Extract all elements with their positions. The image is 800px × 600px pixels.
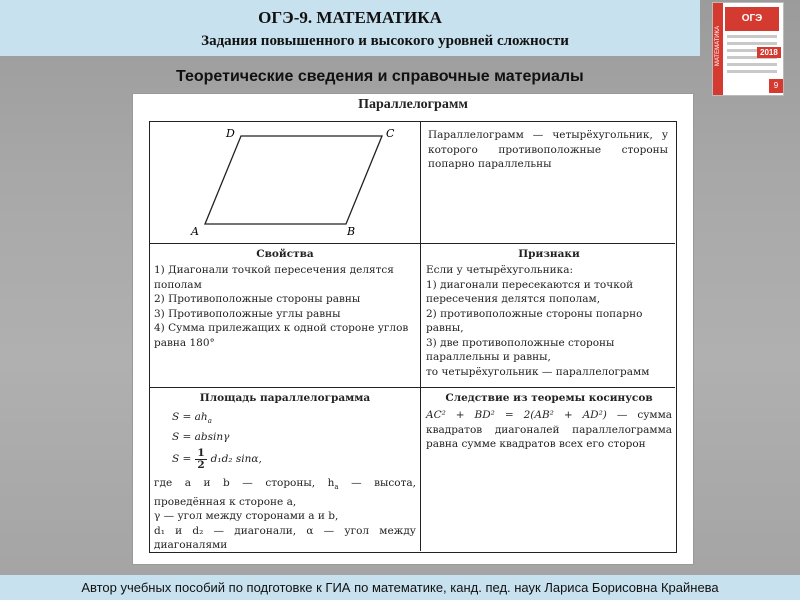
vertex-b-label: B	[347, 225, 356, 238]
definition-text: Параллелограмм — четырёхугольник, у которого противоположные стороны попарно параллельны	[428, 129, 668, 170]
book-logo: ОГЭ	[725, 7, 779, 31]
area-formula-1-sub: a	[207, 417, 212, 426]
criteria-item: 3) две противоположные стороны параллельны и равны,	[426, 336, 615, 363]
area-formula-3-rest: d₁d₂ sinα,	[210, 453, 262, 466]
area-note-line: d₁ и d₂ — диагонали, α — угол между диагоналями	[154, 524, 416, 552]
area-note-sub: a	[334, 483, 339, 492]
book-spine	[713, 3, 723, 95]
slide-footer	[0, 575, 800, 600]
fraction-denominator: 2	[197, 459, 205, 471]
table-divider-vertical	[420, 122, 421, 551]
section-title: Теоретические сведения и справочные материалы	[176, 68, 584, 85]
parallelogram-shape	[205, 136, 382, 224]
properties-list	[154, 263, 416, 350]
properties-title: Свойства	[256, 248, 314, 260]
area-formula-3-prefix: S =	[172, 453, 192, 466]
property-item: 2) Противоположные стороны равны	[154, 293, 361, 305]
table-divider-1	[150, 243, 675, 244]
area-formula-2: S = absinγ	[172, 431, 230, 443]
area-note	[154, 476, 416, 553]
property-item: 1) Диагонали точкой пересечения делятся пополам	[154, 264, 394, 291]
book-cover-image	[712, 2, 784, 96]
corollary-text: — сумма квадратов диагоналей параллелограмма равна сумме квадратов всех его сторон	[426, 409, 673, 450]
corollary-title: Следствие из теоремы косинусов	[445, 392, 653, 404]
book-grade: 9	[769, 79, 783, 93]
criteria-item: 1) диагонали пересекаются и точкой пересечения делятся пополам,	[426, 278, 634, 305]
reference-table	[149, 121, 677, 553]
table-divider-2	[150, 387, 675, 388]
vertex-d-label: D	[226, 127, 235, 140]
property-item: 3) Противоположные углы равны	[154, 307, 341, 320]
area-note-line: γ — угол между сторонами a и b,	[154, 510, 339, 523]
criteria-intro: Если у четырёхугольника:	[426, 264, 573, 276]
criteria-item: 2) противоположные стороны попарно равны,	[426, 307, 643, 334]
property-item: 4) Сумма прилежащих к одной стороне углов равна 180°	[154, 322, 409, 349]
card-title: Параллелограмм	[358, 97, 468, 112]
area-note-part: где a и b — стороны, h	[154, 477, 335, 489]
criteria-title: Признаки	[518, 248, 580, 260]
vertex-a-label: A	[191, 225, 199, 238]
corollary-body	[426, 408, 672, 452]
area-formula-1-text: S = ah	[172, 411, 208, 423]
fraction-one-half	[195, 448, 206, 471]
book-year: 2018	[757, 47, 781, 58]
vertex-c-label: C	[386, 127, 395, 140]
area-formula-3	[172, 448, 412, 471]
criteria-conclusion: то четырёхугольник — параллелограмм	[426, 365, 650, 378]
area-note-part: — высота, проведённая к стороне a,	[154, 477, 416, 508]
corollary-formula: AC² + BD² = 2(AB² + AD²)	[426, 409, 607, 421]
header-subtitle: Задания повышенного и высокого уровней сложности	[201, 33, 569, 49]
footer-author: Автор учебных пособий по подготовке к ГИА по математике, канд. пед. наук Лариса Борисовна Крайнева	[81, 580, 719, 595]
reference-card	[132, 93, 694, 565]
criteria-list	[426, 263, 674, 379]
parallelogram-figure	[186, 126, 406, 238]
area-formula-1	[172, 410, 412, 429]
book-spine-label: МАТЕМАТИКА	[715, 25, 721, 67]
header-title: ОГЭ-9. МАТЕМАТИКА	[258, 8, 442, 27]
fraction-numerator: 1	[197, 447, 205, 459]
area-title: Площадь параллелограмма	[199, 392, 371, 404]
